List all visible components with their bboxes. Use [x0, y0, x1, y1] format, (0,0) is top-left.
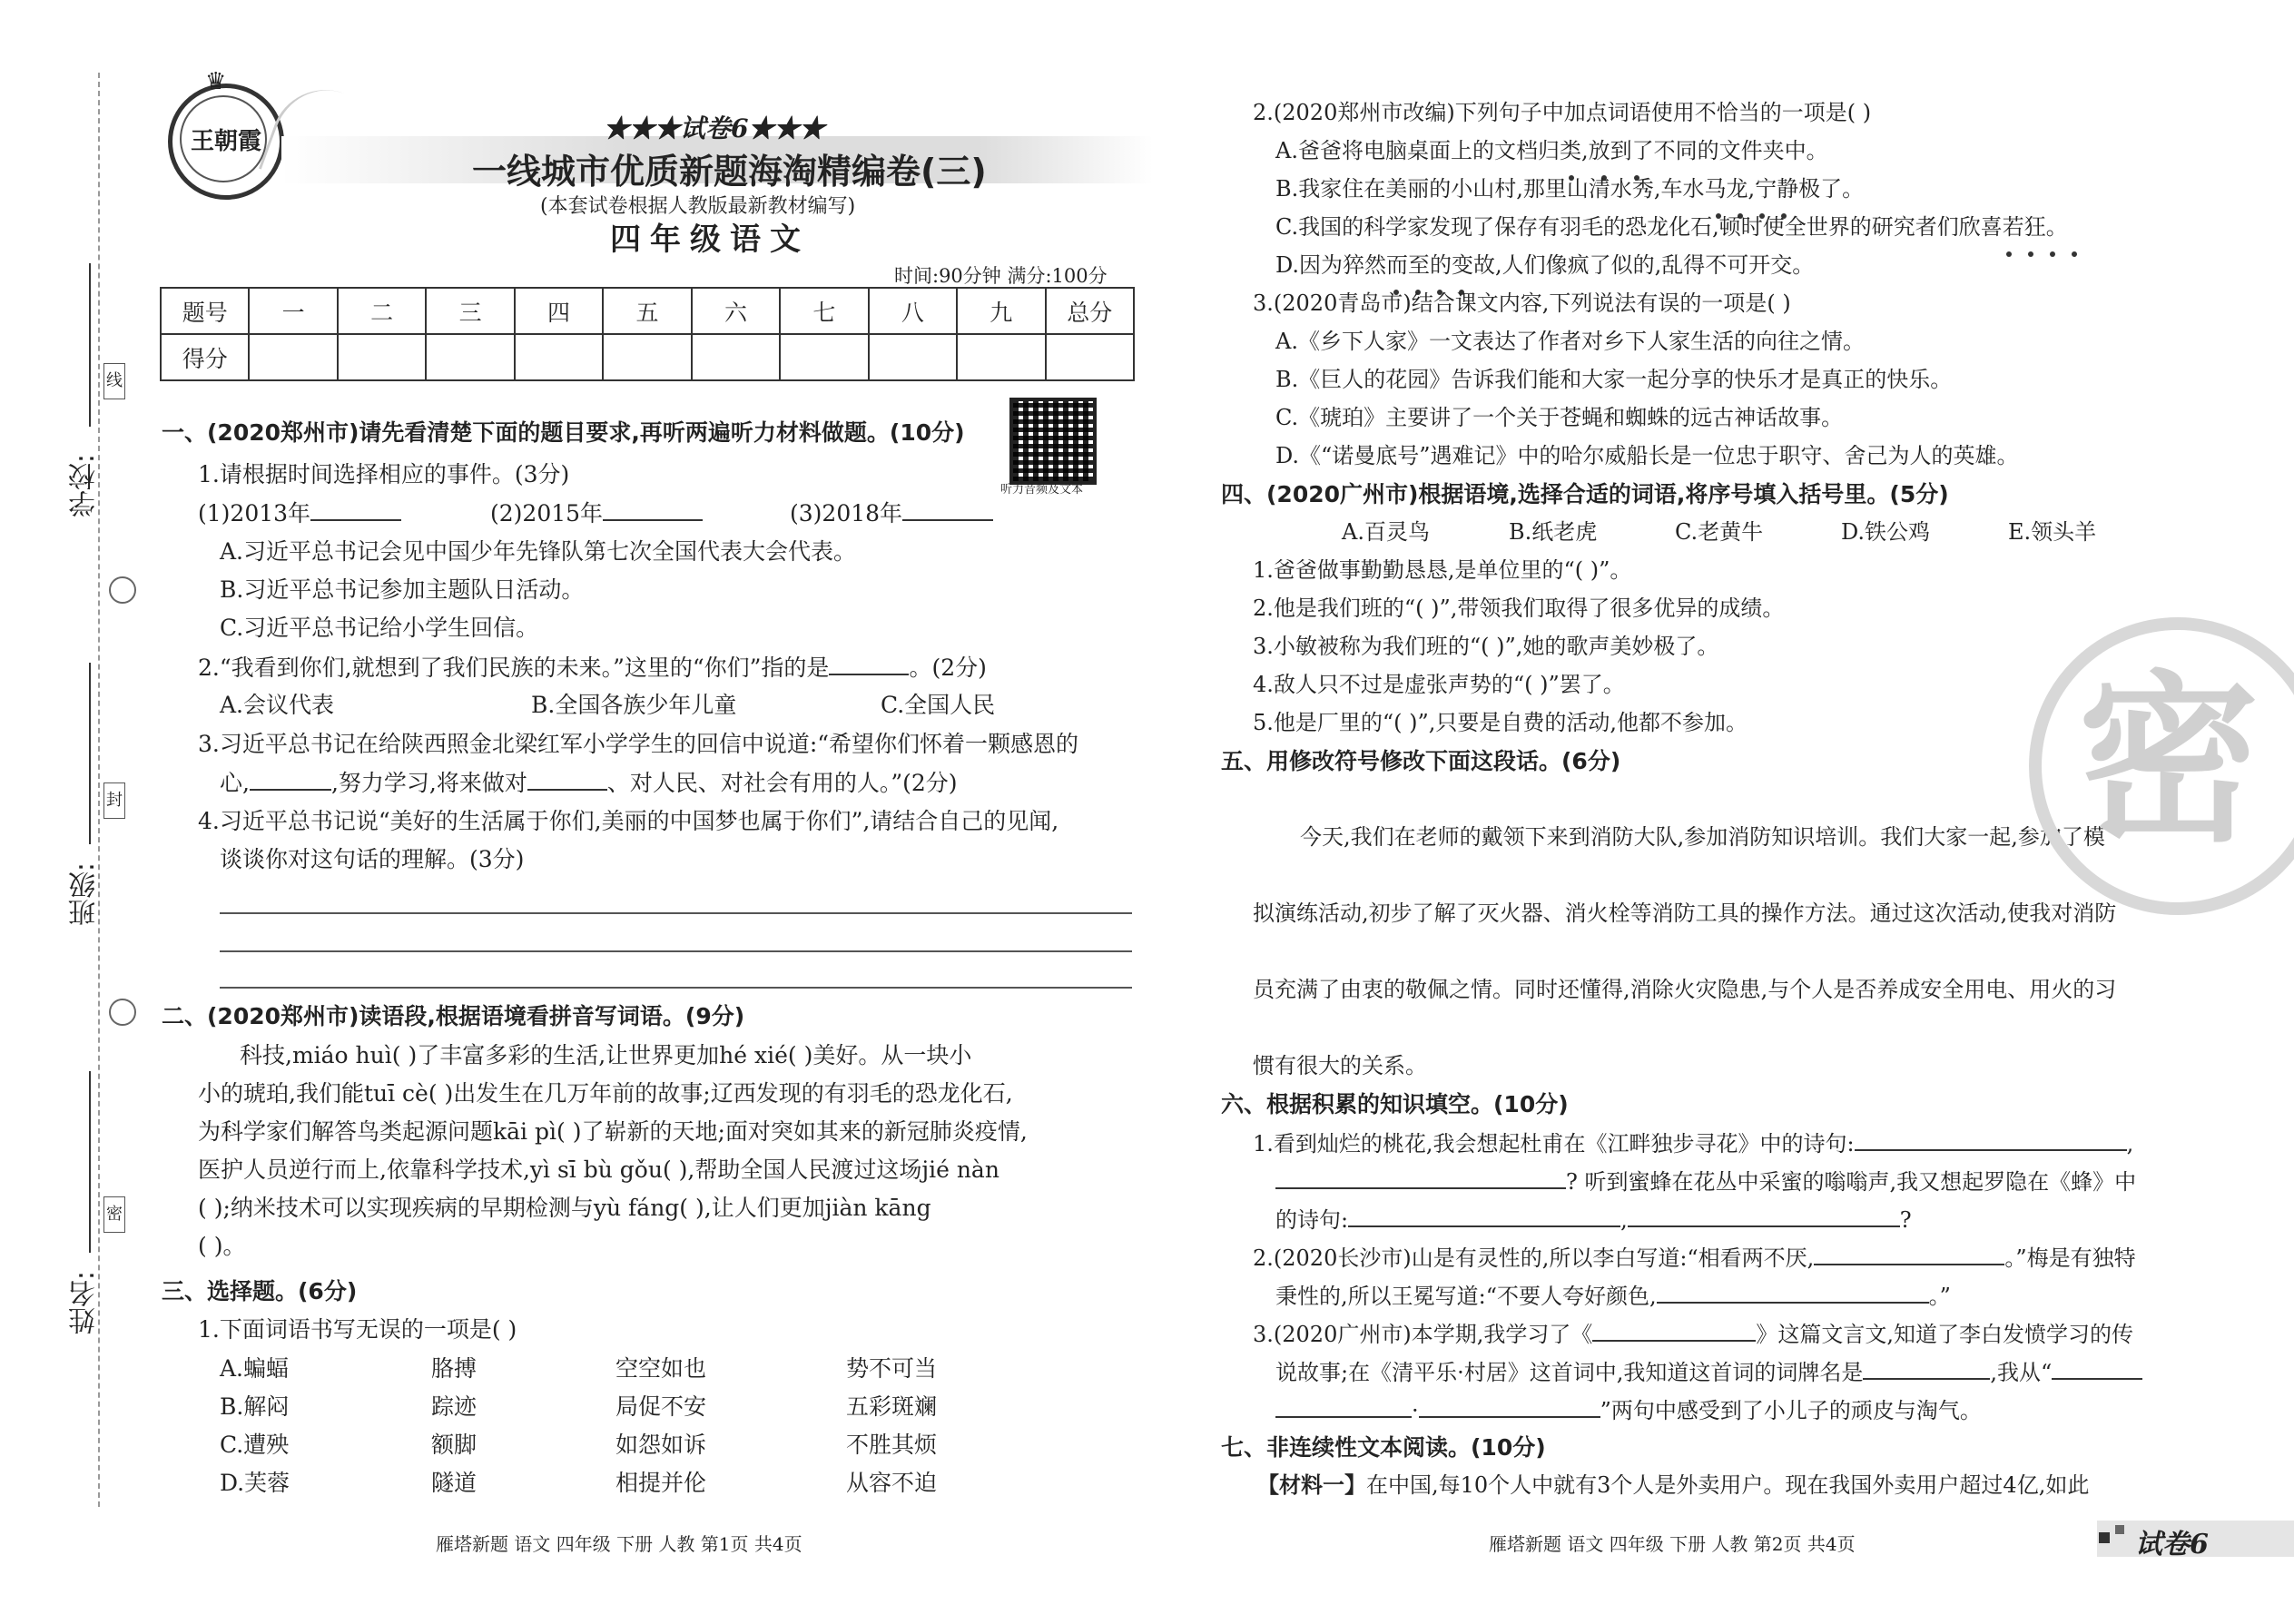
name-label: 姓名: [69, 1271, 101, 1335]
score-header-cell: 四 [515, 288, 603, 334]
s3-q1-cell: 空空如也 [615, 1355, 707, 1382]
s3-q1-cell: 从容不迫 [846, 1470, 938, 1496]
binding-mark-feng: 封 [103, 782, 125, 819]
qr-caption: 听力音频及文本 [1000, 483, 1084, 497]
s5-line1[interactable]: 今天,我们在老师的戴领下来到消防大队,参加消防知识培训。我们大家一起,参加了模 [1300, 824, 2105, 850]
s3-q3-option-b: B.《巨人的花园》告诉我们能和大家一起分享的快乐才是真正的快乐。 [1275, 367, 1953, 392]
footer-tag: 试卷6 [2135, 1529, 2209, 1560]
emphasis-dots [1393, 281, 1502, 289]
s6-q2-line1: 2.(2020长沙市)山是有灵性的,所以李白写道:“相看两不厌, 。”梅是有独特 [1253, 1245, 2136, 1271]
s3-q1-cell: C.遭殃 [220, 1432, 290, 1458]
s3-q2-option-b: B.我家住在美丽的小山村,那里山清水秀,车水马龙,宁静极了。 [1275, 176, 1865, 202]
s4-item: 1.爸爸做事勤勤恳恳,是单位里的“( )”。 [1253, 557, 1632, 583]
section-2-title: 二、(2020郑州市)读语段,根据语境看拼音写词语。(9分) [162, 1003, 745, 1029]
score-header-cell: 八 [869, 288, 957, 334]
s1-option-c: C.习近平总书记给小学生回信。 [220, 615, 539, 641]
s3-q3-option-a: A.《乡下人家》一文表达了作者对乡下人家生活的向往之情。 [1275, 329, 1865, 354]
s1-q2-option-a: A.会议代表 [220, 692, 335, 718]
s1-q1: 1.请根据时间选择相应的事件。(3分) [198, 461, 570, 487]
s3-q1-cell: 胳搏 [431, 1355, 478, 1382]
s3-q1-cell: 相提并伦 [615, 1470, 707, 1496]
binding-mark-xian: 线 [103, 363, 125, 399]
s6-q3-line3: · ”两句中感受到了小儿子的顽皮与淘气。 [1275, 1396, 1982, 1424]
answer-blank[interactable] [1592, 1320, 1756, 1342]
s1-q2-option-b: B.全国各族少年儿童 [531, 692, 737, 718]
s4-item: 5.他是厂里的“( )”,只要是自费的活动,他都不参加。 [1253, 710, 1748, 735]
emphasis-dots [1716, 205, 1825, 212]
answer-blank[interactable] [310, 499, 401, 521]
secret-stamp [2029, 617, 2294, 915]
score-header-cell: 九 [957, 288, 1045, 334]
answer-blank[interactable] [603, 499, 703, 521]
score-cell[interactable] [603, 334, 691, 380]
binding-hole-icon [109, 576, 136, 604]
score-header-cell: 题号 [161, 288, 249, 334]
s1-q3-line2: 心, ,努力学习,将来做对 、对人民、对社会有用的人。”(2分) [220, 770, 958, 796]
score-header-row [161, 288, 1134, 334]
s4-option: A.百灵鸟 [1342, 519, 1430, 545]
s3-q1-cell: 如怨如诉 [615, 1432, 707, 1458]
emphasis-dots [2006, 243, 2115, 251]
s6-q1-line1: 1.看到灿烂的桃花,我会想起杜甫在《江畔独步寻花》中的诗句: , [1253, 1131, 2134, 1156]
answer-blank[interactable] [1275, 1396, 1412, 1418]
answer-blank[interactable] [1275, 1167, 1566, 1189]
s2-line1: 科技,miáo huì( )了丰富多彩的生活,让世界更加hé xié( )美好。从一块小 [240, 1042, 972, 1068]
score-header-cell: 七 [780, 288, 868, 334]
s2-line4: 医护人员逆行而上,依靠科学技术,yì sī bù gǒu( ),帮助全国人民渡过这场jié nàn [198, 1156, 999, 1183]
answer-blank[interactable] [2052, 1358, 2142, 1380]
score-header-cell: 一 [249, 288, 337, 334]
brand-logo [168, 68, 284, 200]
s4-option: B.纸老虎 [1509, 519, 1598, 545]
s6-q1-line3: 的诗句: , ? [1275, 1207, 1912, 1233]
s2-line6: ( )。 [198, 1233, 246, 1259]
s3-q3-option-d: D.《“诺曼底号”遇难记》中的哈尔威船长是一位忠于职守、舍己为人的英雄。 [1275, 443, 2019, 468]
qr-code-icon[interactable] [1009, 398, 1097, 485]
s1-q1-blank-2: (2)2015年 [490, 499, 703, 527]
answer-blank[interactable] [1814, 1244, 2004, 1265]
s3-q1: 1.下面词语书写无误的一项是( ) [198, 1316, 517, 1343]
s3-q2-option-c: C.我国的科学家发现了保存有羽毛的恐龙化石,顿时使全世界的研究者们欣喜若狂。 [1275, 214, 2068, 240]
s2-line2: 小的琥珀,我们能tuī cè( )出发生在几万年前的故事;辽西发现的有羽毛的恐龙化石, [198, 1080, 1013, 1107]
s5-line3[interactable]: 员充满了由衷的敬佩之情。同时还懂得,消除火灾隐患,与个人是否养成安全用电、用火的习 [1253, 977, 2117, 1002]
s3-q3-option-c: C.《琥珀》主要讲了一个关于苍蝇和蜘蛛的远古神话故事。 [1275, 405, 1844, 430]
s3-q1-cell: 局促不安 [615, 1393, 707, 1420]
s1-q4-line2: 谈谈你对这句话的理解。(3分) [220, 846, 525, 872]
square-icon [2099, 1532, 2110, 1543]
s6-q3-line2: 说故事;在《清平乐·村居》这首词中,我知道这首词的词牌名是 ,我从“ [1275, 1358, 2142, 1386]
answer-blank[interactable] [1863, 1358, 1990, 1380]
s3-q2-option-a: A.爸爸将电脑桌面上的文档归类,放到了不同的文件夹中。 [1275, 138, 1828, 163]
answer-blank[interactable] [527, 769, 607, 791]
name-field[interactable] [89, 1071, 91, 1253]
exam-subtitle: (本套试卷根据人教版最新教材编写) [540, 195, 856, 218]
s7-material-1: 【材料一】在中国,每10个人中就有3个人是外卖用户。现在我国外卖用户超过4亿,如此 [1257, 1472, 2090, 1498]
s3-q1-cell: D.芙蓉 [220, 1470, 290, 1496]
ribbon-decoration [259, 74, 398, 206]
s3-q1-cell: 隧道 [431, 1470, 478, 1496]
s6-q3-line1: 3.(2020广州市)本学期,我学习了《 》这篇文言文,知道了李白发愤学习的传 [1253, 1322, 2133, 1347]
s3-q2: 2.(2020郑州市改编)下列句子中加点词语使用不恰当的一项是( ) [1253, 100, 1872, 125]
score-header-cell: 三 [426, 288, 514, 334]
score-header-cell: 总分 [1046, 288, 1134, 334]
s4-item: 4.敌人只不过是虚张声势的“( )”罢了。 [1253, 672, 1625, 697]
section-7-title: 七、非连续性文本阅读。(10分) [1221, 1434, 1546, 1461]
s3-q3: 3.(2020青岛市)结合课文内容,下列说法有误的一项是( ) [1253, 290, 1791, 316]
answer-blank[interactable] [250, 769, 331, 791]
emphasis-dots [1569, 167, 1678, 174]
s3-q1-cell: A.蝙蝠 [220, 1355, 290, 1382]
s5-line2[interactable]: 拟演练活动,初步了解了灭火器、消火栓等消防工具的操作方法。通过这次活动,使我对消防 [1253, 901, 2117, 926]
s3-q1-cell: 势不可当 [846, 1355, 938, 1382]
score-header-cell: 二 [338, 288, 426, 334]
score-cell[interactable] [249, 334, 337, 380]
s2-line5: ( );纳米技术可以实现疾病的早期检测与yù fáng( ),让人们更加jiàn kāng [198, 1195, 931, 1221]
score-cell[interactable] [780, 334, 868, 380]
s4-option: E.领头羊 [2008, 519, 2097, 545]
s1-q4-line1: 4.习近平总书记说“美好的生活属于你们,美丽的中国梦也属于你们”,请结合自己的见闻, [198, 808, 1059, 834]
answer-line[interactable] [220, 987, 1132, 989]
section-4-title: 四、(2020广州市)根据语境,选择合适的词语,将序号填入括号里。(5分) [1221, 481, 1949, 507]
s3-q1-cell: 额脚 [431, 1432, 478, 1458]
s6-q1-line2: ? 听到蜜蜂在花丛中采蜜的嗡嗡声,我又想起罗隐在《蜂》中 [1275, 1167, 2136, 1196]
s4-option: C.老黄牛 [1675, 519, 1764, 545]
school-field[interactable] [89, 263, 91, 427]
s5-line4[interactable]: 惯有很大的关系。 [1253, 1053, 1427, 1078]
s4-item: 2.他是我们班的“( )”,带领我们取得了很多优异的成绩。 [1253, 595, 1785, 621]
s3-q2-option-d: D.因为猝然而至的变故,人们像疯了似的,乱得不可开交。 [1275, 252, 1815, 278]
score-header-cell: 五 [603, 288, 691, 334]
score-cell[interactable] [515, 334, 603, 380]
s1-q1-blank-3: (3)2018年 [790, 499, 993, 527]
score-cell[interactable] [957, 334, 1045, 380]
crown-icon: ♛ [205, 68, 227, 95]
class-field[interactable] [89, 663, 91, 844]
footer-right: 雁塔新题 语文 四年级 下册 人教 第2页 共4页 [1489, 1533, 1856, 1555]
binding-hole-icon [109, 999, 136, 1026]
class-label: 班级: [69, 862, 101, 927]
s1-q2-option-c: C.全国人民 [881, 692, 996, 718]
answer-blank[interactable] [902, 499, 993, 521]
score-cell[interactable] [692, 334, 780, 380]
score-cell[interactable] [869, 334, 957, 380]
s3-q1-cell: 不胜其烦 [846, 1432, 938, 1458]
s1-q1-blank-1: (1)2013年 [198, 499, 401, 527]
score-value-row [161, 334, 1134, 380]
answer-line[interactable] [220, 950, 1132, 952]
answer-line[interactable] [220, 912, 1132, 914]
score-cell[interactable] [426, 334, 514, 380]
brand-logo-text: 王朝霞 [190, 128, 261, 155]
exam-title: 一线城市优质新题海淘精编卷(三) [472, 152, 987, 192]
s1-q3-line1: 3.习近平总书记在给陕西照金北梁红军小学学生的回信中说道:“希望你们怀着一颗感恩的 [198, 731, 1079, 757]
s1-q2: 2.“我看到你们,就想到了我们民族的未来。”这里的“你们”指的是 。(2分) [198, 655, 987, 681]
s1-option-a: A.习近平总书记会见中国少年先锋队第七次全国代表大会代表。 [220, 538, 857, 565]
s4-item: 3.小敏被称为我们班的“( )”,她的歌声美妙极了。 [1253, 634, 1719, 659]
answer-blank[interactable] [829, 654, 909, 675]
score-row-label: 得分 [161, 334, 249, 380]
answer-blank[interactable] [1419, 1396, 1600, 1418]
section-3-title: 三、选择题。(6分) [162, 1278, 358, 1304]
secret-stamp-char: 密 [2078, 655, 2260, 867]
answer-blank[interactable] [1348, 1206, 1620, 1227]
answer-blank[interactable] [1657, 1282, 1929, 1304]
section-1-title: 一、(2020郑州市)请先看清楚下面的题目要求,再听两遍听力材料做题。(10分) [162, 419, 965, 446]
score-header-cell: 六 [692, 288, 780, 334]
time-info: 时间:90分钟 满分:100分 [894, 265, 1108, 287]
s3-q1-cell: 五彩斑斓 [846, 1393, 938, 1420]
score-table [160, 287, 1135, 381]
section-5-title: 五、用修改符号修改下面这段话。(6分) [1221, 748, 1621, 774]
subject-title: 四年级语文 [610, 221, 810, 258]
series-tag: ★★★试卷6★★★ [604, 113, 825, 143]
s4-option: D.铁公鸡 [1841, 519, 1931, 545]
s6-q2-line2: 秉性的,所以王冕写道:“不要人夸好颜色, 。” [1275, 1284, 1951, 1309]
section-6-title: 六、根据积累的知识填空。(10分) [1221, 1091, 1569, 1117]
s3-q1-cell: B.解闷 [220, 1393, 290, 1420]
footer-left: 雁塔新题 语文 四年级 下册 人教 第1页 共4页 [436, 1533, 802, 1555]
school-label: 学校: [69, 454, 101, 518]
score-cell[interactable] [338, 334, 426, 380]
answer-blank[interactable] [1855, 1129, 2127, 1151]
s2-line3: 为科学家们解答鸟类起源问题kāi pì( )了崭新的天地;面对突如其来的新冠肺炎疫情, [198, 1118, 1028, 1145]
s3-q1-cell: 踪迹 [431, 1393, 478, 1420]
answer-blank[interactable] [1628, 1206, 1900, 1227]
square-icon [2115, 1525, 2124, 1534]
score-cell[interactable] [1046, 334, 1134, 380]
binding-mark-mi: 密 [103, 1196, 125, 1233]
material-label: 【材料一】 [1257, 1472, 1366, 1498]
s1-option-b: B.习近平总书记参加主题队日活动。 [220, 576, 585, 603]
